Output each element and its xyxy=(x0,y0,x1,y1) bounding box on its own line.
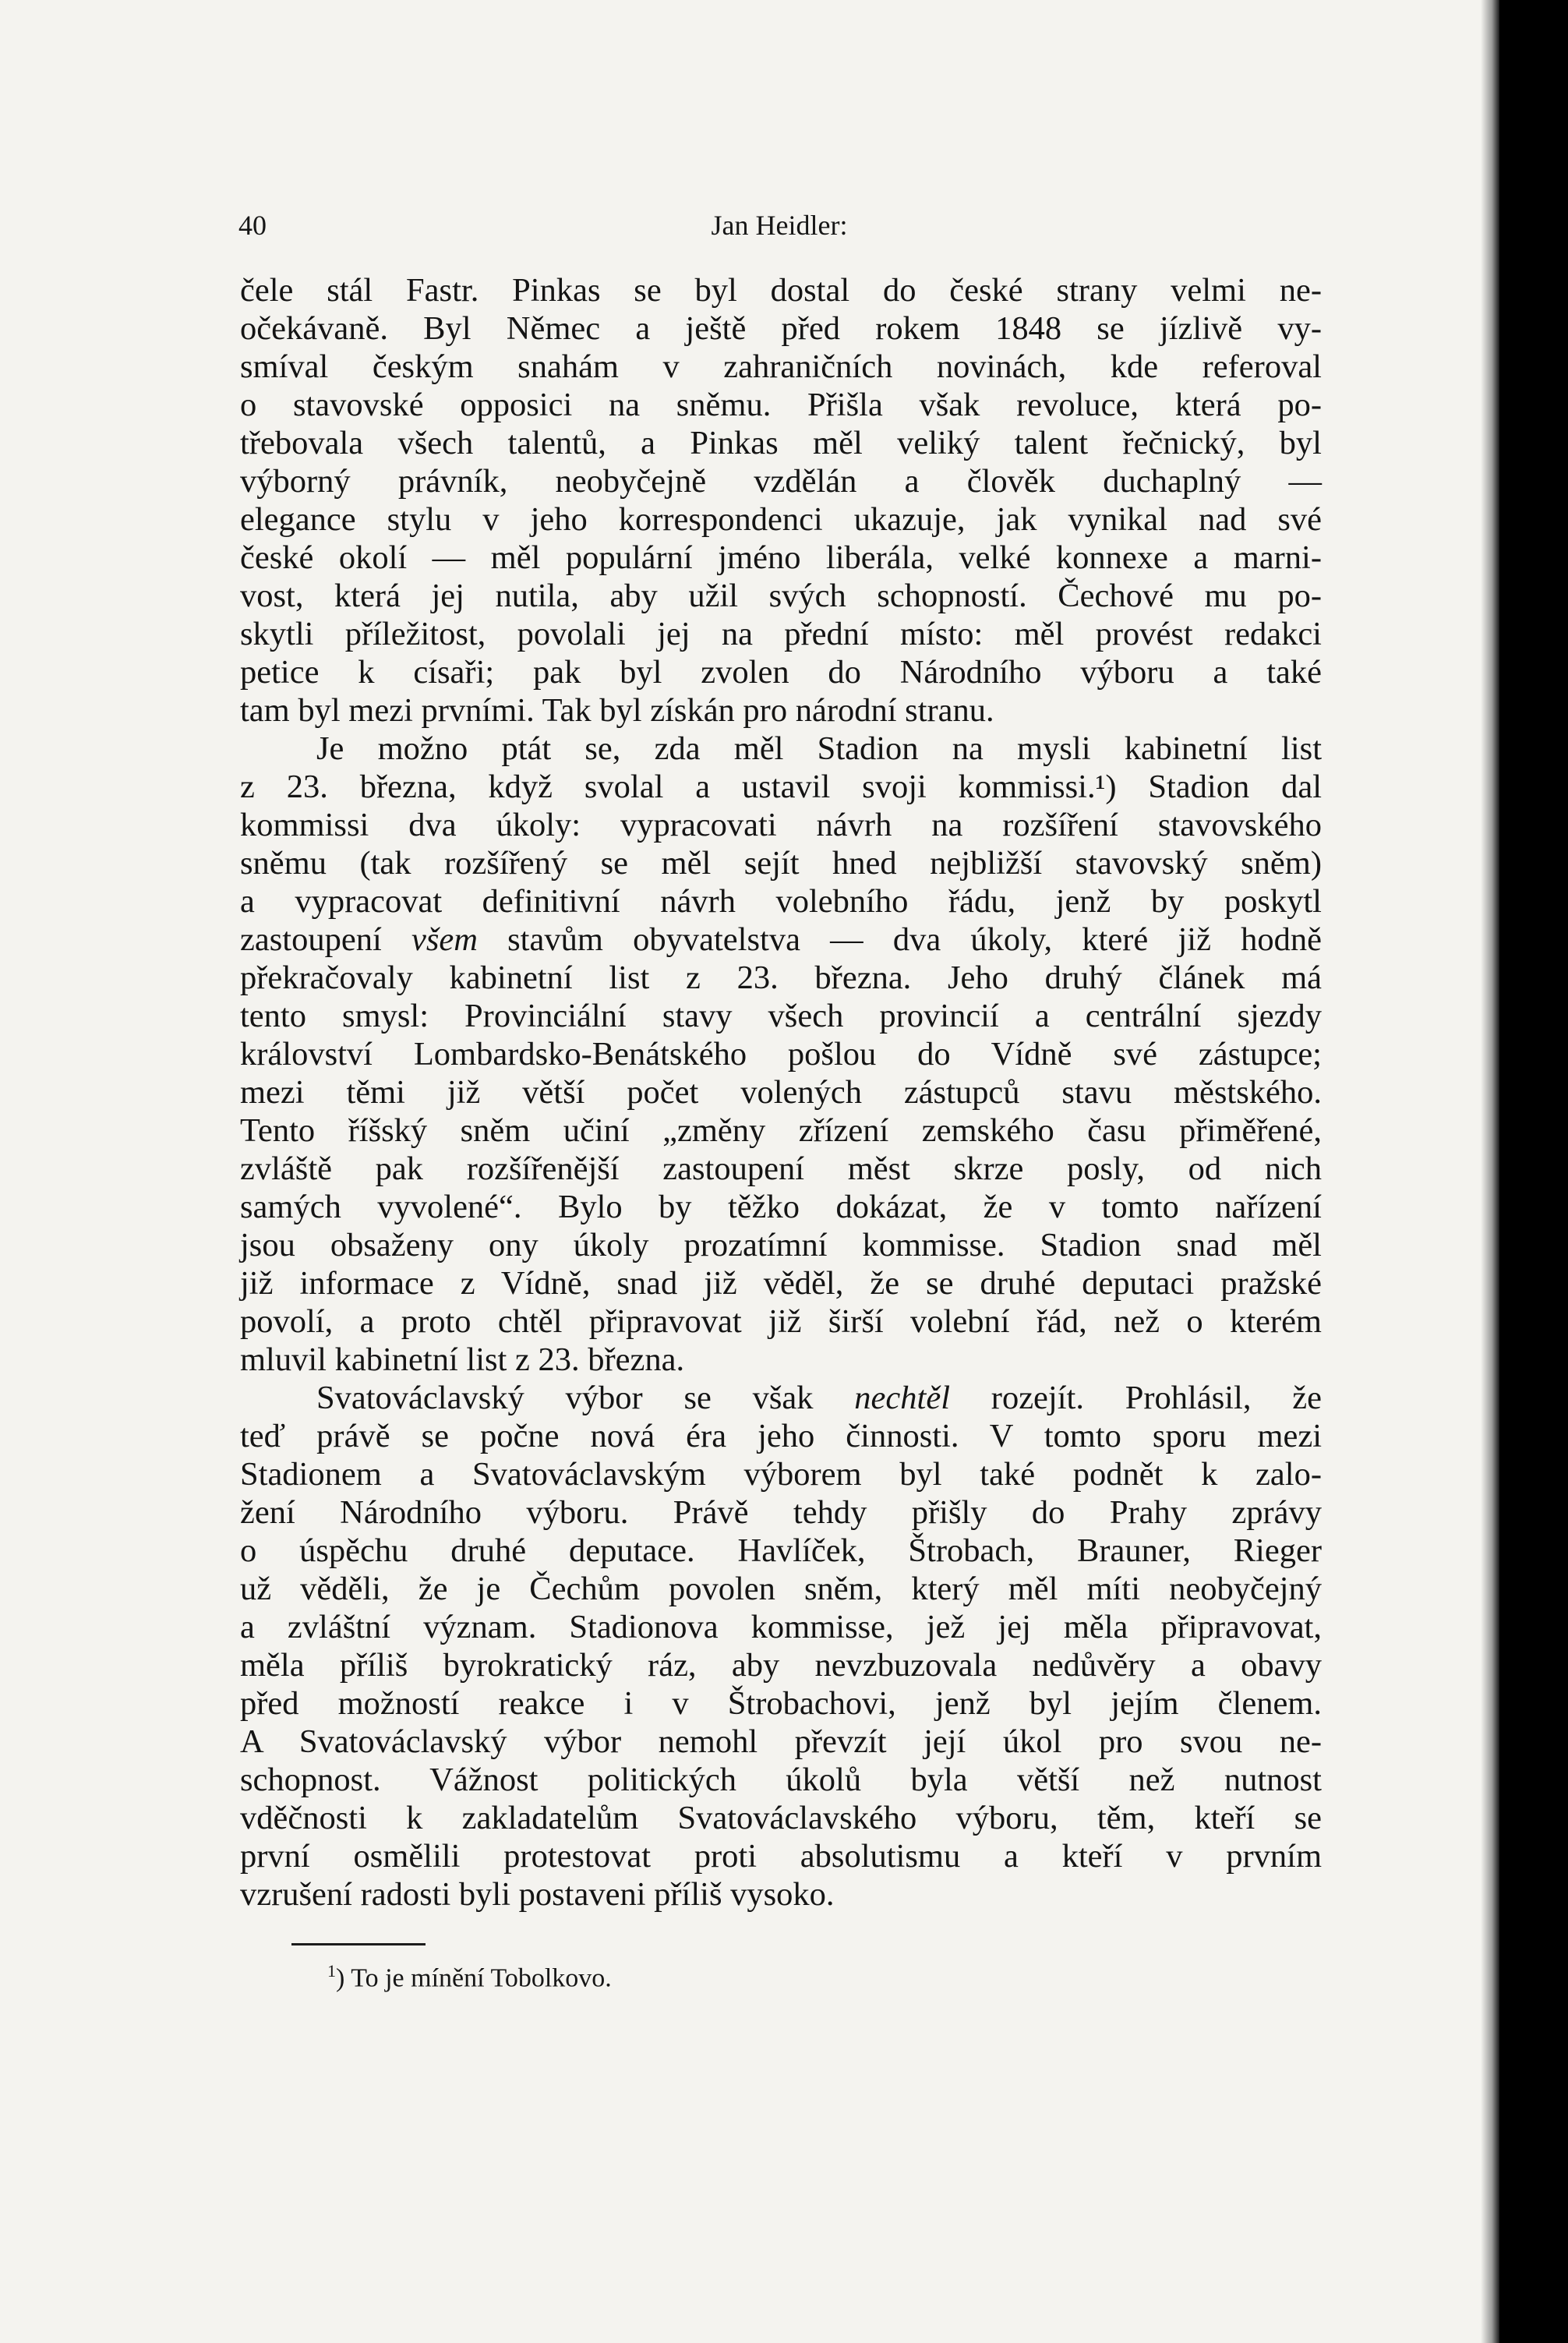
emphasis: všem xyxy=(411,921,478,958)
text-line: o úspěchu druhé deputace. Havlíček, Štrobach, Brauner, Rieger xyxy=(240,1532,1322,1569)
page-header xyxy=(238,209,1320,246)
text-line: o stavovské opposici na sněmu. Přišla však revoluce, která po- xyxy=(240,387,1322,423)
footnote-rule xyxy=(291,1943,426,1945)
text-line: překračovaly kabinetní list z 23. března. Jeho druhý článek má xyxy=(240,959,1322,996)
text-line: Je možno ptát se, zda měl Stadion na mysli kabinetní list xyxy=(316,730,1322,767)
footnote-text: ) To je mínění Tobolkovo. xyxy=(336,1963,612,1993)
text-line: čele stál Fastr. Pinkas se byl dostal do české strany velmi ne- xyxy=(240,272,1322,309)
text-line: třebovala všech talentů, a Pinkas měl veliký talent řečnický, byl xyxy=(240,425,1322,461)
text-line: smíval českým snahám v zahraničních novinách, kde referoval xyxy=(240,348,1322,385)
text-line: zastoupení všem stavům obyvatelstva — dva úkoly, které již hodně xyxy=(240,921,1323,958)
text-line: A Svatováclavský výbor nemohl převzít její úkol pro svou ne- xyxy=(240,1723,1322,1760)
text-line: první osmělili protestovat proti absolutismu a kteří v prvním xyxy=(240,1838,1322,1875)
text-line: mezi těmi již větší počet volených zástupců stavu městského. xyxy=(240,1074,1322,1111)
text-line: Tento říšský sněm učiní „změny zřízení zemského času přiměřené, xyxy=(240,1112,1322,1149)
text-line: vděčnosti k zakladatelům Svatováclavského výboru, těm, kteří se xyxy=(240,1800,1322,1836)
page-number: 40 xyxy=(238,210,267,241)
text-line: vost, která jej nutila, aby užil svých schopností. Čechové mu po- xyxy=(240,578,1322,614)
text-line: již informace z Vídně, snad již věděl, že se druhé deputaci pražské xyxy=(240,1265,1322,1302)
text-line: Stadionem a Svatováclavským výborem byl také podnět k zalo- xyxy=(240,1456,1322,1493)
text-line: už věděli, že je Čechům povolen sněm, který měl míti neobyčejný xyxy=(240,1571,1322,1607)
footnote-marker: 1 xyxy=(327,1961,336,1981)
text-line: tam byl mezi prvními. Tak byl získán pro národní stranu. xyxy=(240,692,994,729)
text-line: království Lombardsko-Benátského pošlou do Vídně své zástupce; xyxy=(240,1036,1322,1073)
text-line: samých vyvolené“. Bylo by těžko dokázat, že v tomto nařízení xyxy=(240,1189,1322,1225)
text-line: žení Národního výboru. Právě tehdy přišly do Prahy zprávy xyxy=(240,1494,1322,1531)
text-line: jsou obsaženy ony úkoly prozatímní kommisse. Stadion snad měl xyxy=(240,1227,1322,1263)
text-line: povolí, a proto chtěl připravovat již širší volební řád, než o kterém xyxy=(240,1303,1322,1340)
text-line: a vypracovat definitivní návrh volebního řádu, jenž by poskytl xyxy=(240,883,1322,920)
text-line: měla příliš byrokratický ráz, aby nevzbuzovala nedůvěry a obavy xyxy=(240,1647,1322,1684)
text-line: mluvil kabinetní list z 23. března. xyxy=(240,1341,685,1378)
page-edge-shadow xyxy=(1481,0,1499,2343)
body-text xyxy=(240,271,1322,1914)
text-line: očekávaně. Byl Němec a ještě před rokem 1848 se jízlivě vy- xyxy=(240,310,1322,347)
text-line: a zvláštní význam. Stadionova kommisse, jež jej měla připravovat, xyxy=(240,1609,1322,1645)
text-line: skytli příležitost, povolali jej na přední místo: měl provést redakci xyxy=(240,616,1322,652)
text-line: vzrušení radosti byli postaveni příliš vysoko. xyxy=(240,1876,835,1913)
text-line: výborný právník, neobyčejně vzdělán a člověk duchaplný — xyxy=(240,463,1322,500)
text-line: zvláště pak rozšířenější zastoupení měst skrze posly, od nich xyxy=(240,1150,1322,1187)
text-line: teď právě se počne nová éra jeho činnosti. V tomto sporu mezi xyxy=(240,1418,1322,1454)
text-line: z 23. března, když svolal a ustavil svoji kommissi.¹) Stadion dal xyxy=(240,769,1322,805)
text-line: elegance stylu v jeho korrespondenci ukazuje, jak vynikal nad své xyxy=(240,501,1322,538)
text-line: sněmu (tak rozšířený se měl sejít hned nejbližší stavovský sněm) xyxy=(240,845,1322,882)
text-line: tento smysl: Provinciální stavy všech provincií a centrální sjezdy xyxy=(240,998,1322,1034)
text-line: české okolí — měl populární jméno liberála, velké konnexe a marni- xyxy=(240,539,1322,576)
text-line: kommissi dva úkoly: vypracovati návrh na rozšíření stavovského xyxy=(240,807,1322,843)
text-line: petice k císaři; pak byl zvolen do Národního výboru a také xyxy=(240,654,1322,691)
text-line: schopnost. Vážnost politických úkolů byla větší než nutnost xyxy=(240,1762,1322,1798)
footnote xyxy=(327,1961,612,1993)
text-line: před možností reakce i v Štrobachovi, jenž byl jejím členem. xyxy=(240,1685,1322,1722)
emphasis: nechtěl xyxy=(854,1380,951,1416)
text-line: Svatováclavský výbor se však nechtěl rozejít. Prohlásil, že xyxy=(316,1380,1322,1416)
running-head: Jan Heidler: xyxy=(711,210,848,241)
